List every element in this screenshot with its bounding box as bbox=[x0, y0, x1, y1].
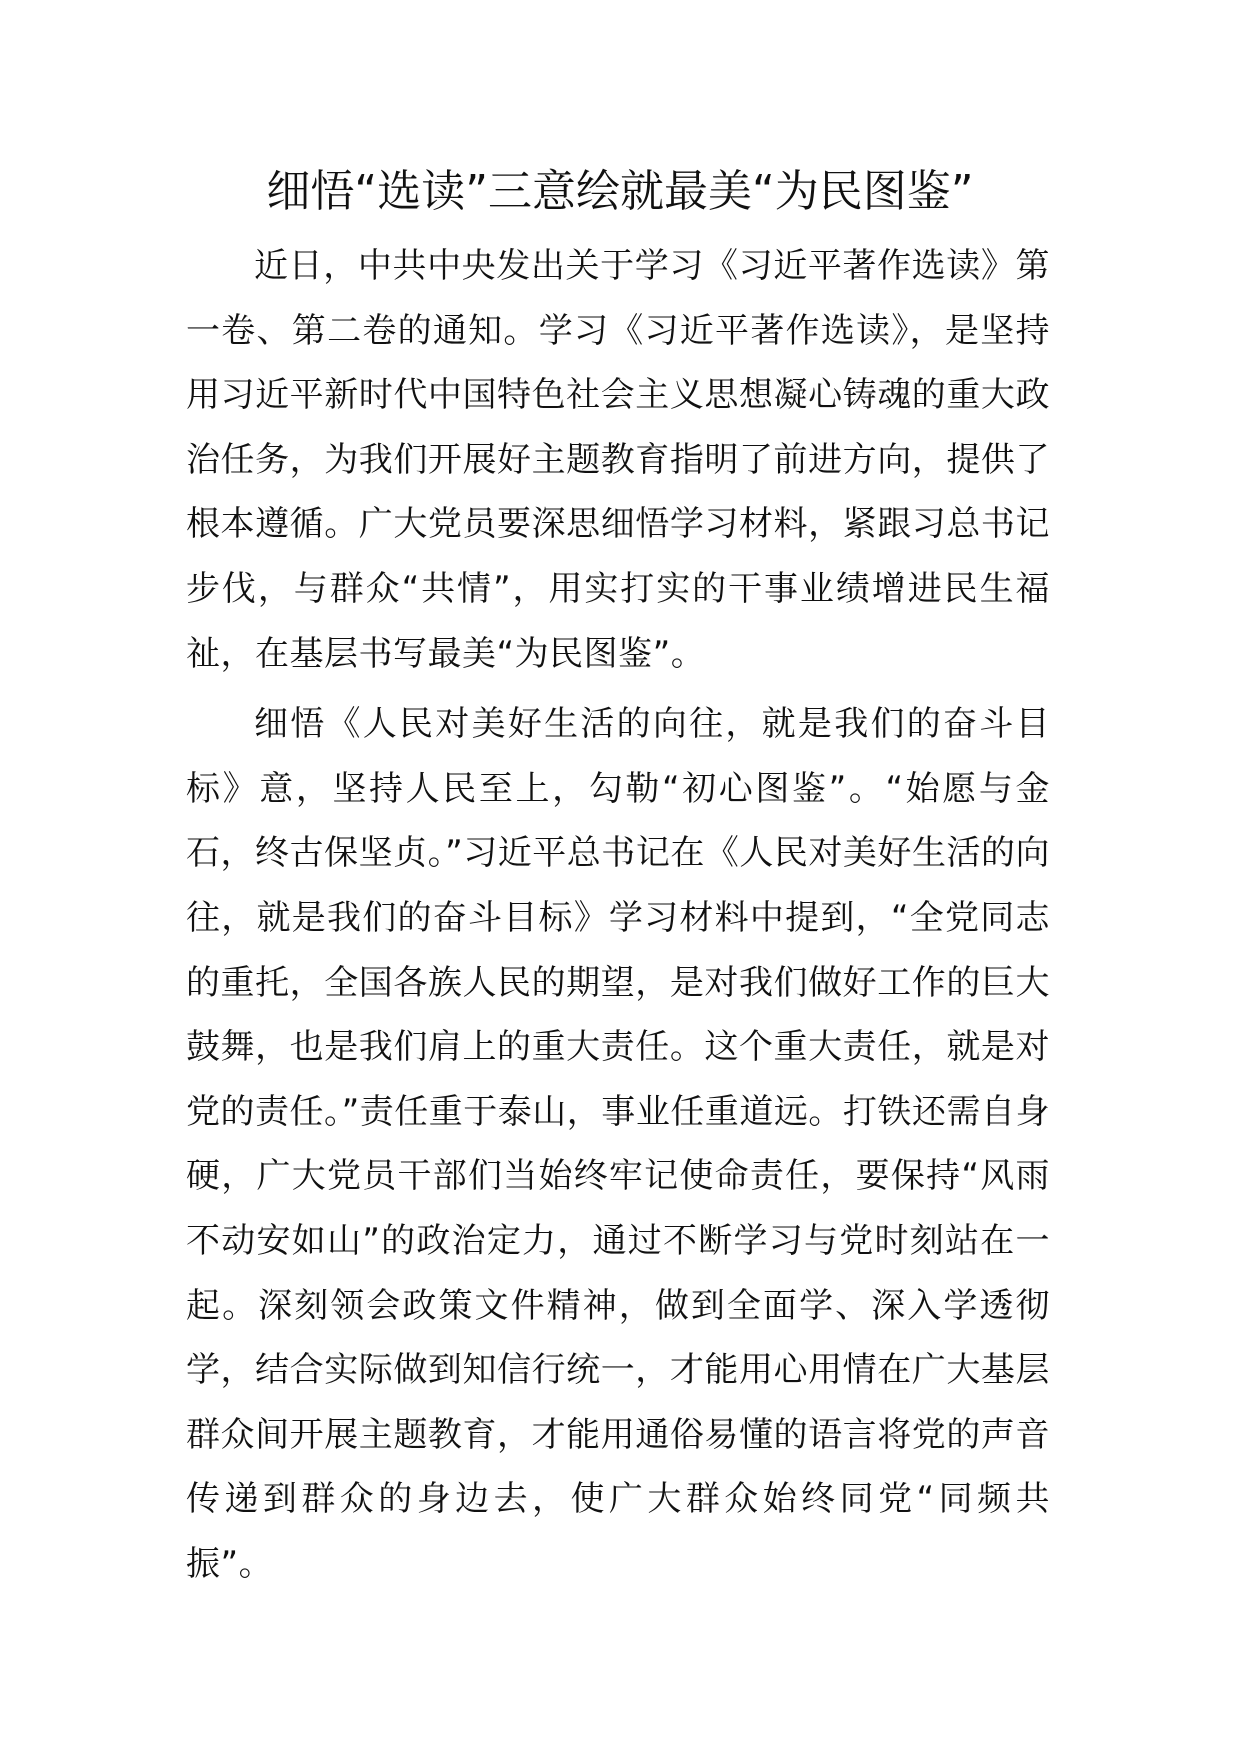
document-title: 细悟“选读”三意绘就最美“为民图鉴” bbox=[266, 166, 974, 217]
paragraph-1: 近日，中共中央发出关于学习《习近平著作选读》第一卷、第二卷的通知。学习《习近平著作选读》，是坚持用习近平新时代中国特色社会主义思想凝心铸魂的重大政治任务，为我们开展好主题教育指明了前进方向，提供了根本遵循。广大党员要深思细悟学习材料，紧跟习总书记步伐，与群众“共情”，用实打实的干事业绩增进民生福祉，在基层书写最美“为民图鉴”。 bbox=[186, 246, 1050, 674]
paragraph-2: 细悟《人民对美好生活的向往，就是我们的奋斗目标》意，坚持人民至上，勾勒“初心图鉴”。“始愿与金石，终古保坚贞。”习近平总书记在《人民对美好生活的向往，就是我们的奋斗目标》学习材料中提到，“全党同志的重托，全国各族人民的期望，是对我们做好工作的巨大鼓舞，也是我们肩上的重大责任。这个重大责任，就是对党的责任。”责任重于泰山，事业任重道远。打铁还需自身硬，广大党员干部们当始终牢记使命责任，要保持“风雨不动安如山”的政治定力，通过不断学习与党时刻站在一起。深刻领会政策文件精神，做到全面学、深入学透彻学，结合实际做到知信行统一，才能用心用情在广大基层群众间开展主题教育，才能用通俗易懂的语言将党的声音传递到群众的身边去，使广大群众始终同党“同频共振”。 bbox=[186, 704, 1050, 1584]
document-body bbox=[186, 234, 1050, 1596]
